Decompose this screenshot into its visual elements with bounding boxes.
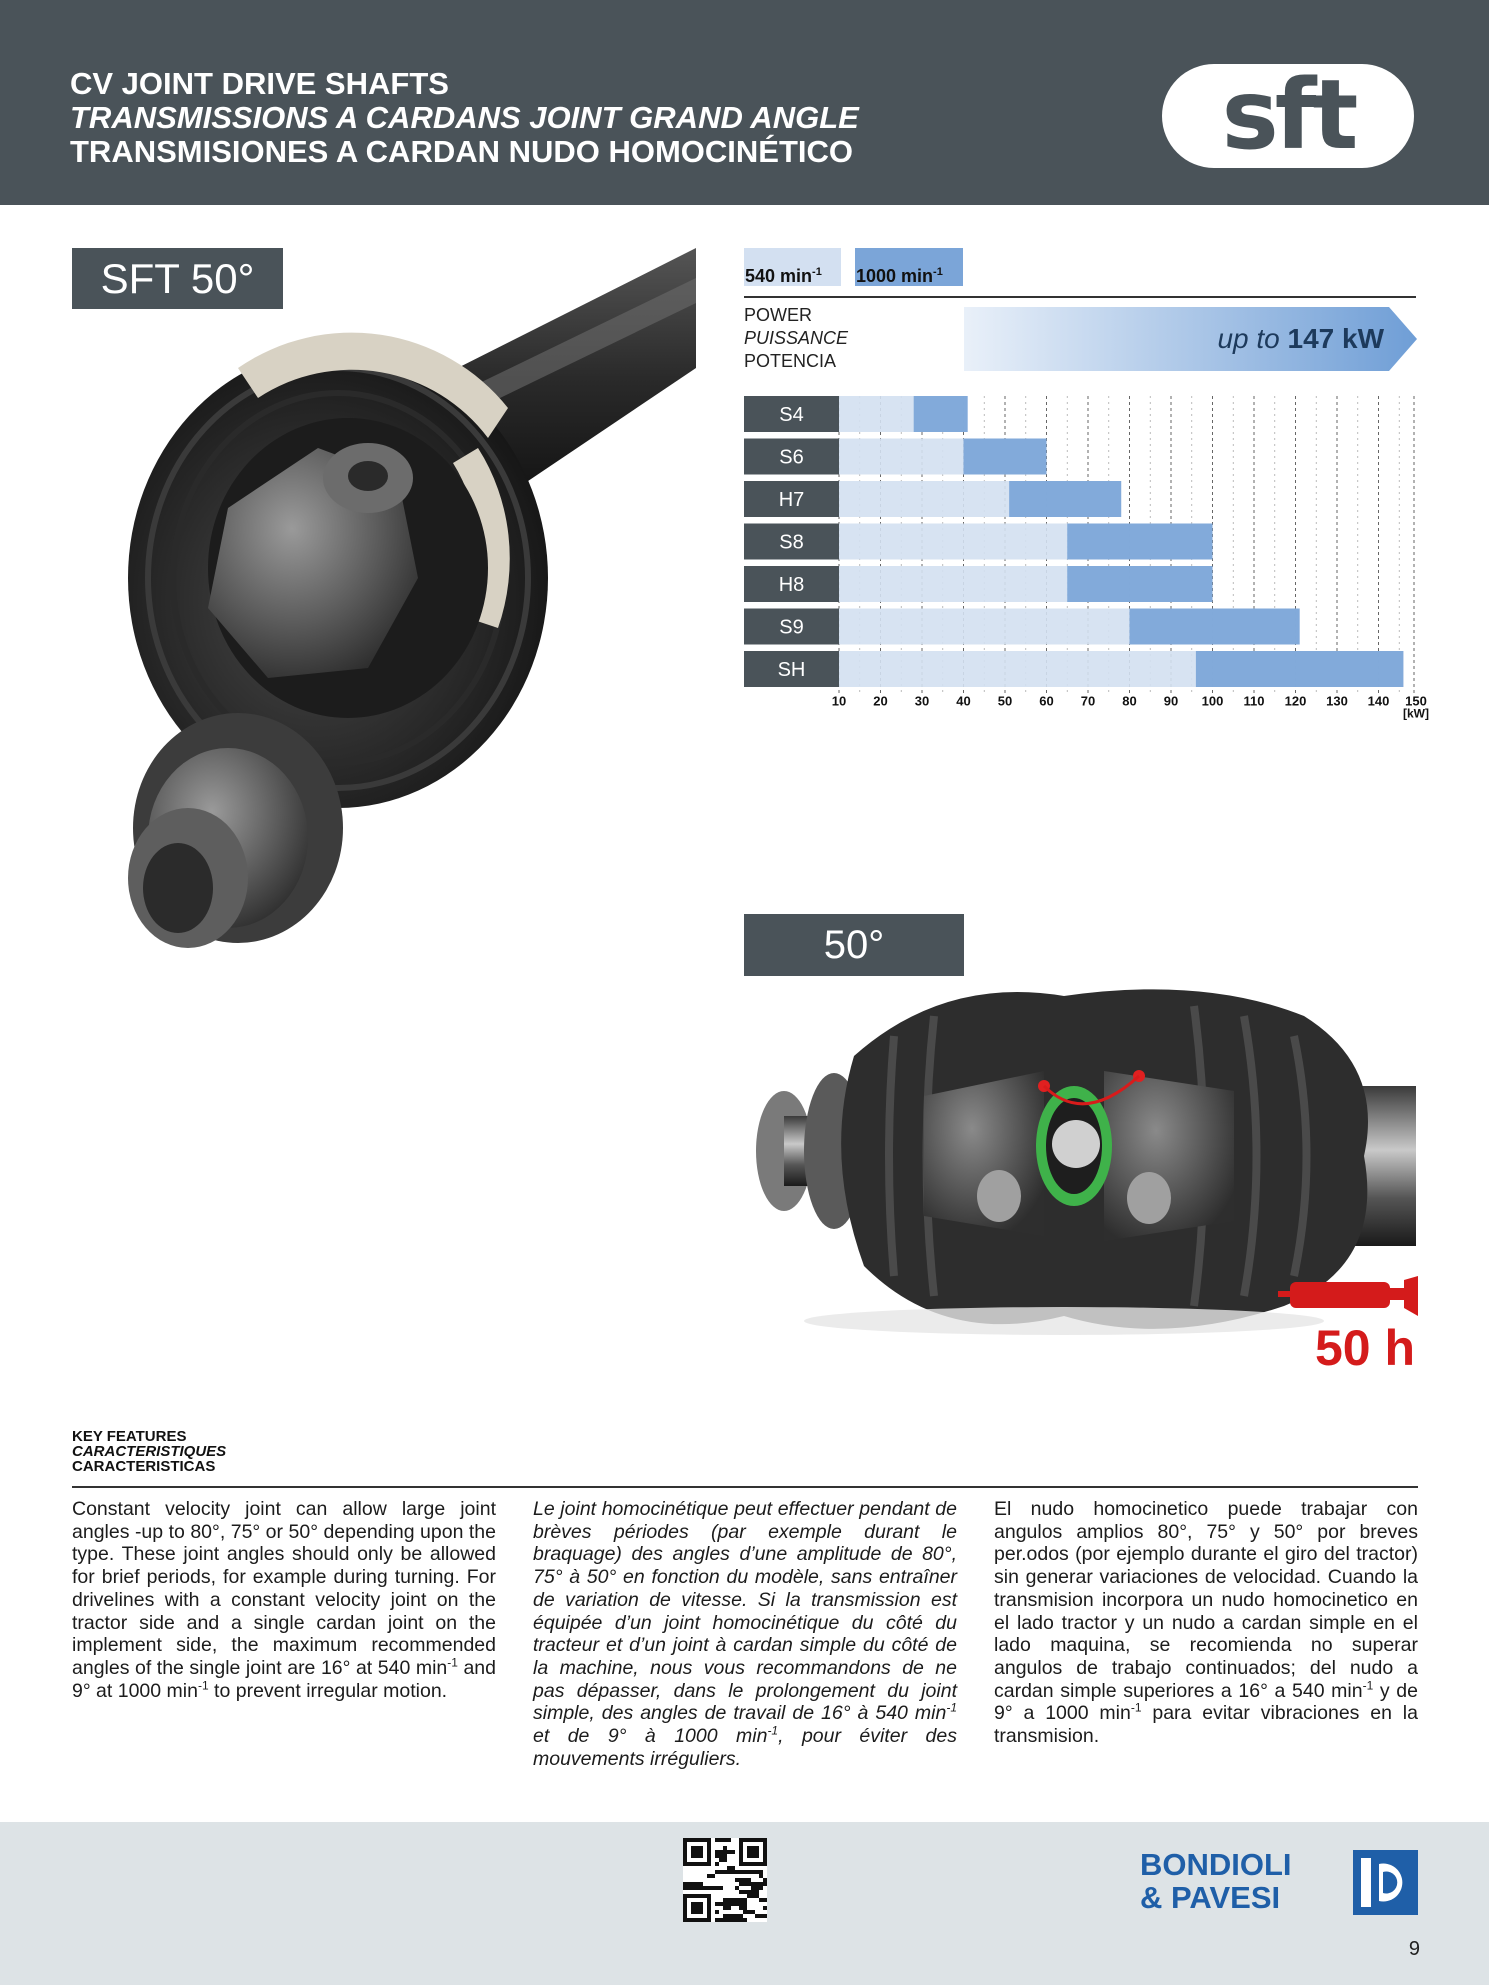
grease-gun-icon xyxy=(1278,1276,1418,1316)
x-tick-label: 30 xyxy=(914,693,930,709)
x-tick-label: 150 xyxy=(1405,693,1427,709)
sft-logo xyxy=(1160,62,1416,170)
row-label: H8 xyxy=(778,574,805,596)
bar-1000 xyxy=(1067,566,1212,602)
qr-code-icon[interactable] xyxy=(683,1838,767,1922)
title-english: CV JOINT DRIVE SHAFTS xyxy=(70,66,449,101)
x-tick-label: 80 xyxy=(1122,693,1137,709)
chart-rule xyxy=(744,296,1416,298)
x-tick-label: 100 xyxy=(1201,693,1224,709)
row-label: S4 xyxy=(779,404,804,426)
bar-1000 xyxy=(1009,481,1121,517)
bar-1000 xyxy=(914,396,968,432)
brand-name-line2: & PAVESI xyxy=(1140,1880,1281,1915)
row-label: S6 xyxy=(779,446,804,469)
bar-1000 xyxy=(1196,651,1404,687)
legend-1000-label: 1000 $\min^{-1}$ xyxy=(856,266,943,286)
x-tick-label: 70 xyxy=(1080,693,1096,709)
key-features-heading xyxy=(72,1429,226,1474)
row-label: H7 xyxy=(778,489,805,511)
title-spanish: TRANSMISIONES A CARDAN NUDO HOMOCINÉTICO xyxy=(70,134,854,169)
row-label: S9 xyxy=(779,616,804,639)
description-english: Constant velocity joint can allow large joint angles -up to 80°, 75° or 50° depending upon the type. These joint angles should only be allowed for brief periods, for example during turning. For drivelines with a constant velocity joint on the tractor side and a single cardan joint on the implement side, the maximum recommended angles of the single joint are 16° at 540 $\min^{-1}$ and 9° at 1000 $\min^{-1}$ to prevent irregular motion. xyxy=(72,1498,496,1702)
bar-1000 xyxy=(964,439,1047,475)
title-french: TRANSMISSIONS A CARDANS JOINT GRAND ANGLE xyxy=(70,100,859,135)
x-tick-label: 20 xyxy=(873,693,888,709)
power-banner-value: 147 kW xyxy=(1287,323,1384,354)
description-spanish: El nudo homocinetico puede trabajar con angulos amplios 80°, 75° y 50° por breves per.odos (por ejemplo durante el giro del tractor) sin generar variaciones de velocidad. Cuando la transmision incorpora un nudo homocinetico en el lado tractor y un nudo a cardan simple en el lado maquina, se recomienda no superar angulos de trabajo continuados; del nudo a cardan simple superiores a 16° a 540 $\min^{-1} y$ de 9° a 1000 $\min^{-1}$ para evitar vibraciones en la transmision. xyxy=(994,1498,1418,1748)
power-range-chart xyxy=(740,390,1440,735)
x-tick-label: 140 xyxy=(1367,693,1390,709)
power-banner-prefix: up to xyxy=(1217,323,1280,354)
key-features-rule xyxy=(72,1486,1418,1488)
bar-1000 xyxy=(1130,609,1300,645)
cv-joint-photo-icon xyxy=(68,248,696,983)
key-features-es: CARACTERISTICAS xyxy=(72,1458,216,1475)
key-features-fr: CARACTERISTIQUES xyxy=(72,1443,227,1460)
bar-1000 xyxy=(1067,524,1212,560)
x-tick-label: 120 xyxy=(1284,693,1307,709)
description-french: Le joint homocinétique peut effectuer pendant de brèves périodes (par exemple durant le braquage) des angles d’une amplitude de 80°, 75° à 50° en fonction du modèle, sans entraîner de variation de vitesse. Si la transmission est équipée d’un joint homocinétique du côté du tracteur et d’un joint à cardan simple du côté de la machine, nous vous recommandons de ne pas dépasser, dans le prolongement du joint simple, des angles de travail de 16° à 540 $\min^{-1}$ et de 9° à 1000 $\min^{-1}$, pour éviter des mouvements irréguliers. xyxy=(533,1498,957,1770)
bondioli-pavesi-logo-icon xyxy=(1353,1850,1418,1915)
power-label-en: POWER xyxy=(744,305,813,325)
x-tick-label: 60 xyxy=(1039,693,1054,709)
x-tick-label: 130 xyxy=(1326,693,1348,709)
row-label: S8 xyxy=(779,531,804,554)
power-label-es: POTENCIA xyxy=(744,351,837,371)
page-number: 9 xyxy=(1408,1938,1420,1960)
x-tick-label: 40 xyxy=(956,693,971,709)
brand-name-line1: BONDIOLI xyxy=(1140,1847,1292,1882)
angle-badge: 50° xyxy=(744,914,964,976)
page-header xyxy=(0,0,1489,205)
power-banner xyxy=(964,307,1384,371)
product-badge: SFT 50° xyxy=(72,248,283,309)
lubrication-interval: 50 h xyxy=(1314,1320,1415,1376)
legend-540-label: 540 $\min^{-1}$ xyxy=(745,266,822,286)
power-label-fr: PUISSANCE xyxy=(744,328,849,348)
row-label: SH xyxy=(777,659,806,681)
x-tick-label: 50 xyxy=(997,693,1013,709)
x-tick-label: 10 xyxy=(831,693,847,709)
x-unit-label: [kW] xyxy=(1403,706,1429,721)
svg-text:sft: sft xyxy=(1221,62,1355,170)
x-tick-label: 110 xyxy=(1243,693,1265,709)
key-features-en: KEY FEATURES xyxy=(72,1428,187,1445)
x-tick-label: 90 xyxy=(1163,693,1179,709)
